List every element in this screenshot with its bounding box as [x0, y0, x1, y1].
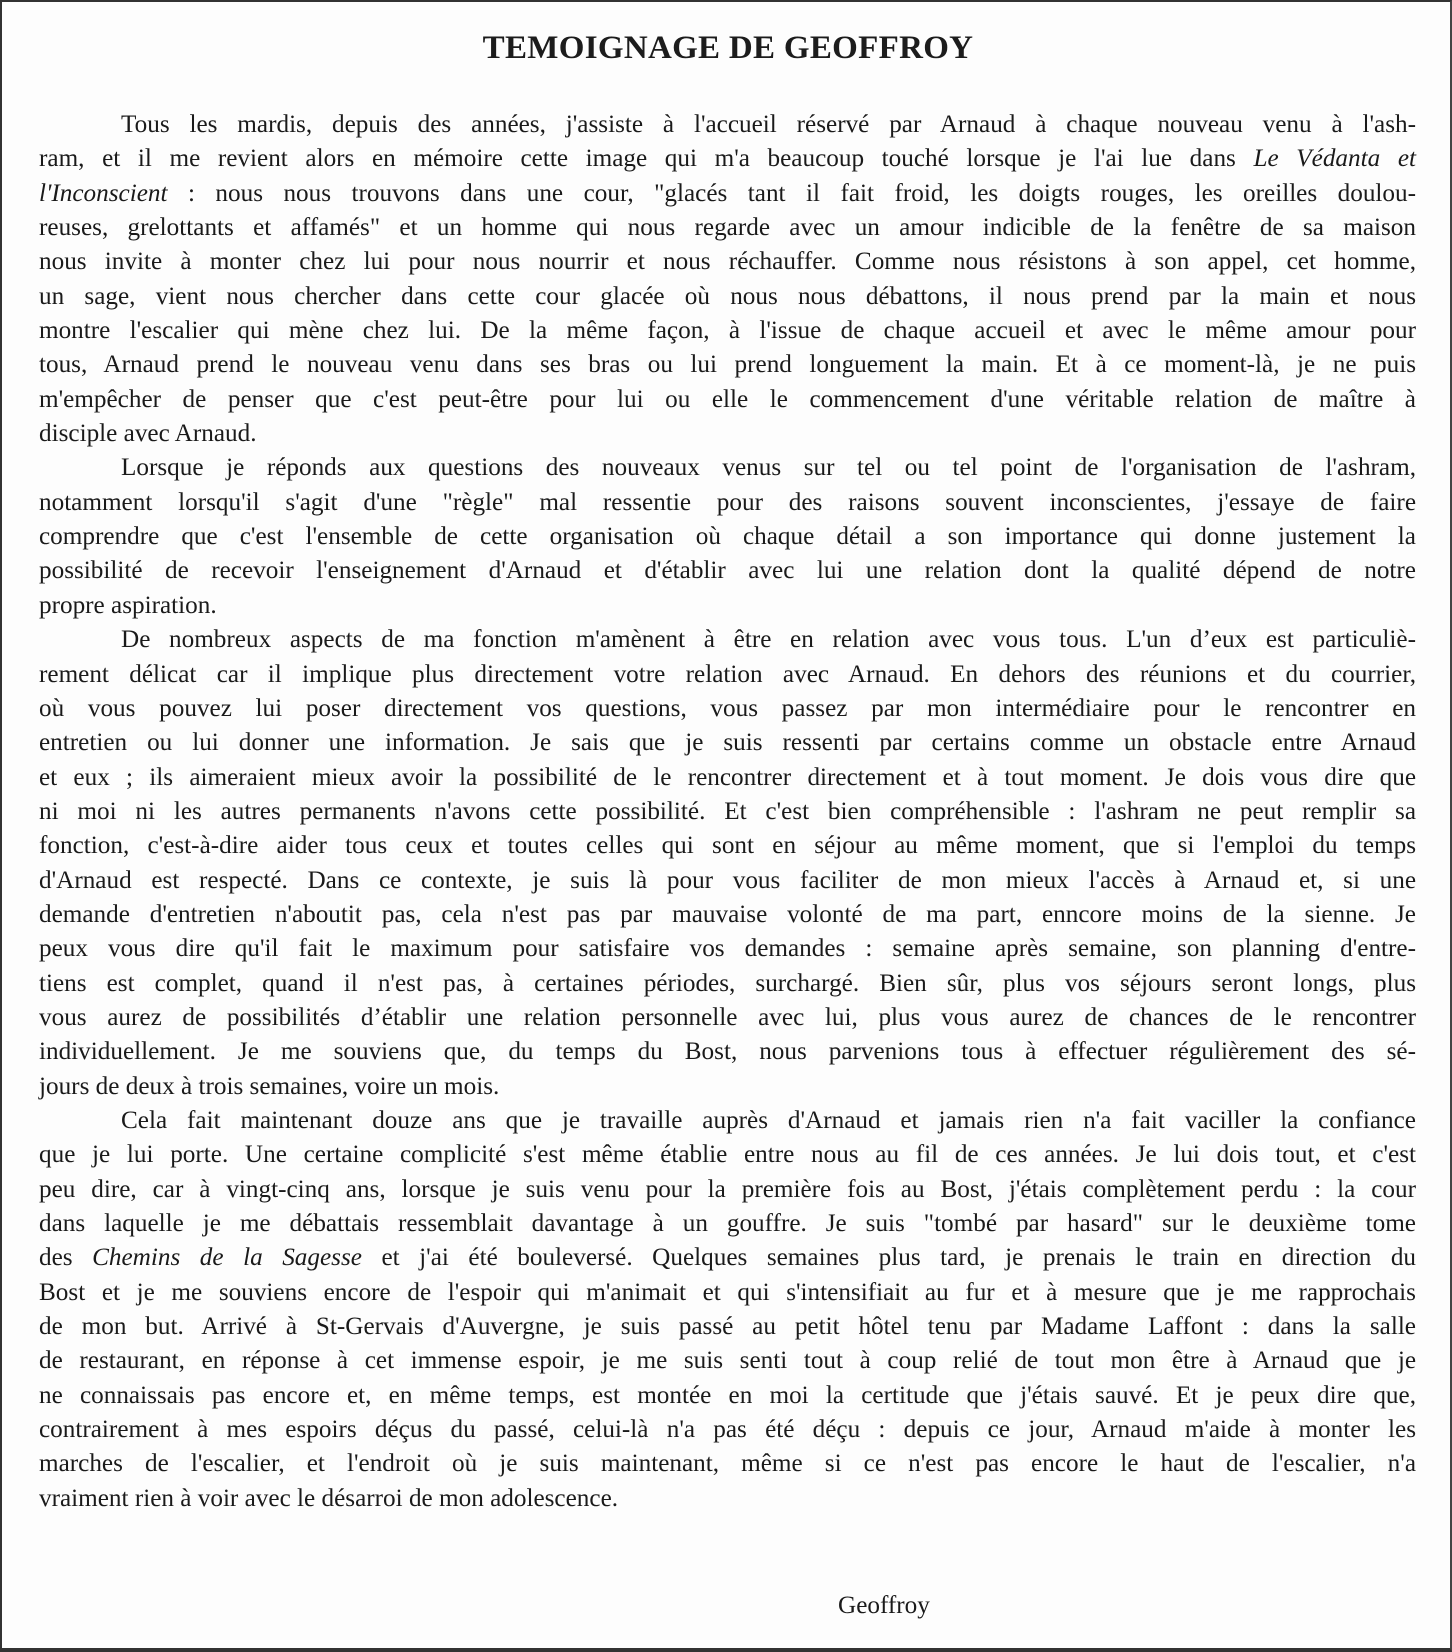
text-line — [39, 1104, 1416, 1138]
text-line — [39, 864, 1416, 898]
text-line — [39, 1001, 1416, 1035]
text-line — [39, 1310, 1416, 1344]
text-segment: de restaurant, en réponse à cet immense espoir, je me suis senti tout à coup relié de tout mon être à Arnaud que je — [39, 1347, 1416, 1375]
text-segment: où vous pouvez lui poser directement vos questions, vous passez par mon intermédiaire pour le rencontrer en — [39, 694, 1416, 722]
text-segment: Lorsque je réponds aux questions des nouveaux venus sur tel ou tel point de l'organisation de l'ashram, — [121, 454, 1416, 482]
text-segment: : nous nous trouvons dans une cour, "glacés tant il fait froid, les doigts rouges, les oreilles doulou- — [167, 179, 1416, 207]
text-segment: jours de deux à trois semaines, voire un mois. — [39, 1072, 500, 1100]
text-line — [39, 554, 1416, 588]
text-line — [39, 142, 1416, 176]
text-line — [39, 383, 1416, 417]
text-segment: possibilité de recevoir l'enseignement d'Arnaud et d'établir avec lui une relation dont la qualité dépend de notre — [39, 557, 1416, 585]
text-segment: tiens est complet, quand il n'est pas, à certaines périodes, surchargé. Bien sûr, plus vos séjours seront longs, plus — [39, 969, 1416, 997]
text-line — [39, 348, 1416, 382]
text-line — [39, 280, 1416, 314]
text-segment: De nombreux aspects de ma fonction m'amènent à être en relation avec vous tous. L'un d’eux est particuliè- — [121, 626, 1416, 654]
text-segment: individuellement. Je me souviens que, du temps du Bost, nous parvenions tous à effectuer régulièrement des sé- — [39, 1038, 1416, 1066]
book-title-italic: l'Inconscient — [39, 179, 168, 207]
text-segment: des — [39, 1244, 93, 1272]
text-line — [39, 898, 1416, 932]
text-line — [39, 108, 1416, 142]
text-segment: disciple avec Arnaud. — [39, 420, 257, 448]
text-segment: montre l'escalier qui mène chez lui. De la même façon, à l'issue de chaque accueil et avec le même amour pour — [39, 317, 1416, 345]
text-segment: vraiment rien à voir avec le désarroi de mon adolescence. — [39, 1484, 619, 1512]
text-segment: contrairement à mes espoirs déçus du passé, celui-là n'a pas été déçu : depuis ce jour, Arnaud m'aide à monter les — [39, 1416, 1416, 1444]
book-title-italic: Chemins de la Sagesse — [92, 1244, 362, 1272]
text-line — [39, 1173, 1416, 1207]
text-line — [39, 1447, 1416, 1481]
text-segment: propre aspiration. — [39, 591, 217, 619]
document-body — [39, 108, 1416, 1516]
text-segment: reuses, grelottants et affamés" et un homme qui nous regarde avec un amour indicible de la fenêtre de sa maison — [39, 214, 1416, 242]
text-line — [39, 967, 1416, 1001]
text-line — [39, 314, 1416, 348]
text-segment: Cela fait maintenant douze ans que je travaille auprès d'Arnaud et jamais rien n'a fait vaciller la confiance — [121, 1106, 1416, 1134]
text-line — [39, 1413, 1416, 1447]
text-line — [39, 520, 1416, 554]
document-title: TEMOIGNAGE DE GEOFFROY — [482, 30, 974, 66]
text-segment: comprendre que c'est l'ensemble de cette organisation où chaque détail a son importance qui donne justement la — [39, 523, 1416, 551]
text-line — [39, 245, 1416, 279]
text-line — [39, 658, 1416, 692]
text-segment: que je lui porte. Une certaine complicité s'est même établie entre nous au fil de ces années. Je lui dois tout, et c'est — [39, 1141, 1416, 1169]
text-segment: fonction, c'est-à-dire aider tous ceux et toutes celles qui sont en séjour au même moment, que si l'emploi du temps — [39, 832, 1416, 860]
text-segment: vous aurez de possibilités d’établir une relation personnelle avec lui, plus vous aurez de chances de le rencontrer — [39, 1003, 1416, 1031]
text-segment: peu dire, car à vingt-cinq ans, lorsque je suis venu pour la première fois au Bost, j'étais complètement perdu : la cour — [39, 1175, 1416, 1203]
text-line — [39, 486, 1416, 520]
text-segment: d'Arnaud est respecté. Dans ce contexte, je suis là pour vous faciliter de mon mieux l'accès à Arnaud et, si une — [39, 866, 1416, 894]
text-segment: et eux ; ils aimeraient mieux avoir la possibilité de le rencontrer directement et à tout moment. Je dois vous dire que — [39, 763, 1416, 791]
text-segment: rement délicat car il implique plus directement votre relation avec Arnaud. En dehors des réunions et du courrier, — [39, 660, 1416, 688]
text-segment: ni moi ni les autres permanents n'avons cette possibilité. Et c'est bien compréhensible : l'ashram ne peut remplir sa — [39, 797, 1416, 825]
text-segment: Tous les mardis, depuis des années, j'assiste à l'accueil réservé par Arnaud à chaque nouveau venu à l'ash- — [121, 111, 1416, 138]
text-line — [39, 177, 1416, 211]
text-line — [39, 1070, 1416, 1104]
book-title-italic: Le Védanta et — [1253, 145, 1417, 173]
text-segment: demande d'entretien n'aboutit pas, cela n'est pas par mauvaise volonté de ma part, enncore moins de la sienne. Je — [39, 900, 1416, 928]
text-segment: peux vous dire qu'il fait le maximum pour satisfaire vos demandes : semaine après semaine, son planning d'entre- — [39, 935, 1416, 963]
text-line — [39, 1344, 1416, 1378]
text-line — [39, 623, 1416, 657]
text-segment: m'empêcher de penser que c'est peut-être pour lui ou elle le commencement d'une véritable relation de maître à — [39, 385, 1416, 413]
text-line — [39, 726, 1416, 760]
text-line — [39, 451, 1416, 485]
text-line — [39, 417, 1416, 451]
text-segment: marches de l'escalier, et l'endroit où je suis maintenant, même si ce n'est pas encore le haut de l'escalier, n'a — [39, 1450, 1416, 1478]
text-segment: de mon but. Arrivé à St-Gervais d'Auvergne, je suis passé au petit hôtel tenu par Madame Laffont : dans la salle — [39, 1313, 1416, 1341]
text-segment: entretien ou lui donner une information. Je sais que je suis ressenti par certains comme un obstacle entre Arnaud — [39, 729, 1416, 757]
text-line — [39, 1482, 1416, 1516]
text-segment: tous, Arnaud prend le nouveau venu dans ses bras ou lui prend longuement la main. Et à ce moment-là, je ne puis — [39, 351, 1416, 379]
text-line — [39, 211, 1416, 245]
text-line — [39, 692, 1416, 726]
text-line — [39, 1035, 1416, 1069]
text-segment: et j'ai été bouleversé. Quelques semaines plus tard, je prenais le train en direction du — [361, 1244, 1417, 1272]
text-segment: dans laquelle je me débattais ressemblait davantage à un gouffre. Je suis "tombé par hasard" sur le deuxième tome — [39, 1210, 1416, 1237]
text-line — [39, 1276, 1416, 1310]
text-line — [39, 1241, 1416, 1275]
text-line — [39, 1379, 1416, 1413]
text-line — [39, 1207, 1416, 1241]
text-segment: notamment lorsqu'il s'agit d'une "règle" mal ressentie pour des raisons souvent inconscientes, j'essaye de faire — [39, 488, 1416, 516]
text-segment: nous invite à monter chez lui pour nous nourrir et nous réchauffer. Comme nous résistons à son appel, cet homme, — [39, 248, 1416, 276]
text-line — [39, 1138, 1416, 1172]
text-line — [39, 932, 1416, 966]
text-line — [39, 795, 1416, 829]
text-segment: ne connaissais pas encore et, en même temps, est montée en moi la certitude que j'étais sauvé. Et je peux dire que, — [39, 1381, 1416, 1409]
text-segment: Bost et je me souviens encore de l'espoir qui m'animait et qui s'intensifiait au fur et à mesure que je me rapprochais — [39, 1278, 1416, 1306]
text-line — [39, 829, 1416, 863]
text-segment: ram, et il me revient alors en mémoire cette image qui m'a beaucoup touché lorsque je l'ai lue dans — [39, 145, 1254, 173]
signature: Geoffroy — [838, 1592, 930, 1619]
text-line — [39, 589, 1416, 623]
text-line — [39, 761, 1416, 795]
text-segment: un sage, vient nous chercher dans cette cour glacée où nous nous débattons, il nous prend par la main et nous — [39, 282, 1416, 310]
